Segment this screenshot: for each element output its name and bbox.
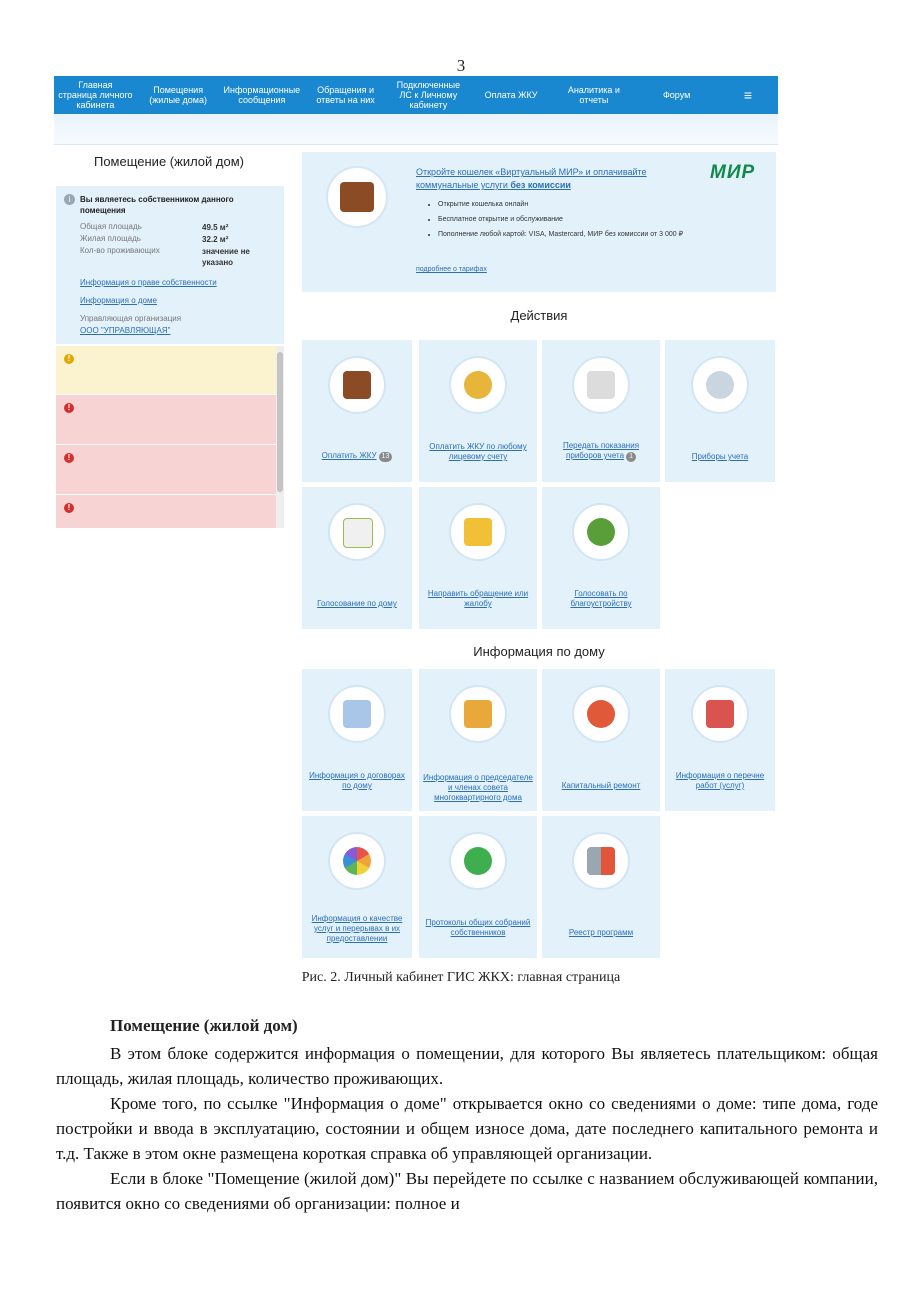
tile-label[interactable]: Информация о перечне работ (услуг) [675,771,765,790]
paragraph: В этом блоке содержится информация о помещении, для которого Вы являетесь плательщиком: общая площадь, жилая площадь, количество проживающих. [56,1044,878,1088]
page-number: 3 [456,56,466,75]
premises-info-box [56,186,284,344]
promo-bullet: • Бесплатное открытие и обслуживание [438,215,738,224]
tile-submit-readings[interactable] [542,340,660,482]
tile-service-quality[interactable] [302,816,412,958]
promo-title-bold[interactable]: без комиссии [510,180,571,190]
document-icon [330,687,384,741]
house-info-link[interactable]: Информация о доме [80,296,157,305]
wallet-icon [330,358,384,412]
tile-label[interactable]: Передать показания приборов учета [562,441,640,460]
tile-pay-any-account[interactable] [419,340,537,482]
tile-label[interactable]: Реестр программ [568,928,634,937]
coins-icon [451,358,505,412]
total-area-label: Общая площадь [80,222,142,231]
paragraph: Если в блоке "Помещение (жилой дом)" Вы перейдете по ссылке с названием обслуживающей компании, появится окно со сведениями об организации: полное и [56,1169,878,1213]
wallet-icon [340,182,374,212]
warning-notice[interactable] [56,346,276,394]
services-wheel-icon [330,834,384,888]
scrollbar-thumb[interactable] [277,352,283,492]
org-link[interactable]: ООО "УПРАВЛЯЮЩАЯ" [80,326,171,335]
tile-label[interactable]: Направить обращение или жалобу [427,589,529,608]
nav-premises[interactable]: Помещения (жилые дома) [149,85,207,105]
nav-accounts[interactable]: Подключенные ЛС к Личному кабинету [396,80,461,110]
warning-icon: ! [64,354,74,364]
screenshot-figure [54,76,778,960]
menu-icon[interactable]: ≡ [743,87,753,103]
tile-house-voting[interactable] [302,487,412,629]
error-icon: ! [64,453,74,463]
tree-icon [574,505,628,559]
envelope-icon [451,505,505,559]
receipt-icon [574,358,628,412]
tariff-link[interactable]: подробнее о тарифах [416,266,487,273]
tile-label[interactable]: Приборы учета [691,452,749,461]
error-icon: ! [64,503,74,513]
tile-pay-utilities[interactable] [302,340,412,482]
residents-value: значение не указано [202,247,250,267]
error-notice[interactable] [56,395,276,444]
tile-send-appeal[interactable] [419,487,537,629]
nav-analytics[interactable]: Аналитика и отчеты [567,85,620,105]
living-area-label: Жилая площадь [80,234,141,243]
folder-person-icon [451,687,505,741]
tile-label[interactable]: Информация о председателе и членах совета многоквартирного дома [423,773,533,802]
tile-label[interactable]: Протоколы общих собраний собственников [425,918,531,937]
error-icon: ! [64,403,74,413]
promo-bullet: • Открытие кошелька онлайн [438,200,738,209]
tile-works-list[interactable] [665,669,775,811]
checklist-icon [330,505,384,559]
house-info-title: Информация по дому [473,644,605,659]
nav-home[interactable]: Главная страница личного кабинета [58,80,133,110]
tools-icon [574,687,628,741]
premises-title: Помещение (жилой дом) [93,154,244,169]
body-text [56,1041,878,1216]
nav-forum[interactable]: Форум [662,90,691,100]
promo-title-line1[interactable]: Откройте кошелек «Виртуальный МИР» и оплачивайте [416,167,647,177]
residents-label: Кол-во проживающих [80,246,160,255]
promo-bullets [428,200,738,245]
tile-label[interactable]: Голосование по дому [317,599,397,608]
building-chart-icon [574,834,628,888]
error-notice[interactable] [56,445,276,494]
count-badge: 1 [626,452,636,462]
tile-label[interactable]: Оплатить ЖКУ по любому лицевому счету [429,442,527,461]
meter-icon [693,358,747,412]
top-navigation [54,76,778,114]
nav-payment[interactable]: Оплата ЖКУ [484,90,538,100]
tile-capital-repair[interactable] [542,669,660,811]
tile-label[interactable]: Капитальный ремонт [561,781,641,790]
tile-label[interactable]: Оплатить ЖКУ [321,451,377,460]
tile-landscaping-vote[interactable] [542,487,660,629]
tile-meters[interactable] [665,340,775,482]
living-area-value: 32.2 м² [202,235,229,244]
mir-logo: МИР [710,162,756,183]
promo-title-line2[interactable]: коммунальные услуги [416,180,508,190]
ownership-link[interactable]: Информация о праве собственности [80,278,217,287]
count-badge: 13 [379,452,393,462]
clipboard-check-icon [451,834,505,888]
promo-title[interactable] [416,166,696,192]
paragraph: Кроме того, по ссылке "Информация о доме" открывается окно со сведениями о доме: типе дома, годе постройки и ввода в эксплуатацию, состоянии и общем износе дома, дате последнего капитального ремонта и т.д. Также в этом окне размещена короткая справка об управляющей организации. [56,1094,878,1163]
promo-bullet: • Пополнение любой картой: VISA, Mastercard, МИР без комиссии от 3 000 ₽ [438,230,738,239]
tile-label[interactable]: Информация о качестве услуг и перерывах в их предоставлении [311,914,403,943]
org-label: Управляющая организация [80,314,182,323]
error-notice[interactable] [56,495,276,528]
info-icon: i [64,194,75,205]
actions-title: Действия [510,308,568,323]
sub-header-bar [54,114,778,145]
tile-council[interactable] [419,669,537,811]
tile-label[interactable]: Информация о договорах по дому [309,771,405,790]
total-area-value: 49.5 м² [202,223,229,232]
mir-promo-banner [302,152,776,292]
owner-text: Вы являетесь собственником данного помещения [80,195,234,215]
tile-program-registry[interactable] [542,816,660,958]
tile-meeting-protocols[interactable] [419,816,537,958]
tile-label[interactable]: Голосовать по благоустройству [570,589,632,608]
nav-messages[interactable]: Информационные сообщения [223,85,301,105]
figure-caption: Рис. 2. Личный кабинет ГИС ЖКХ: главная страница [301,970,621,985]
section-heading: Помещение (жилой дом) [110,1016,298,1035]
house-icon [693,687,747,741]
tile-contracts[interactable] [302,669,412,811]
nav-appeals[interactable]: Обращения и ответы на них [316,85,375,105]
